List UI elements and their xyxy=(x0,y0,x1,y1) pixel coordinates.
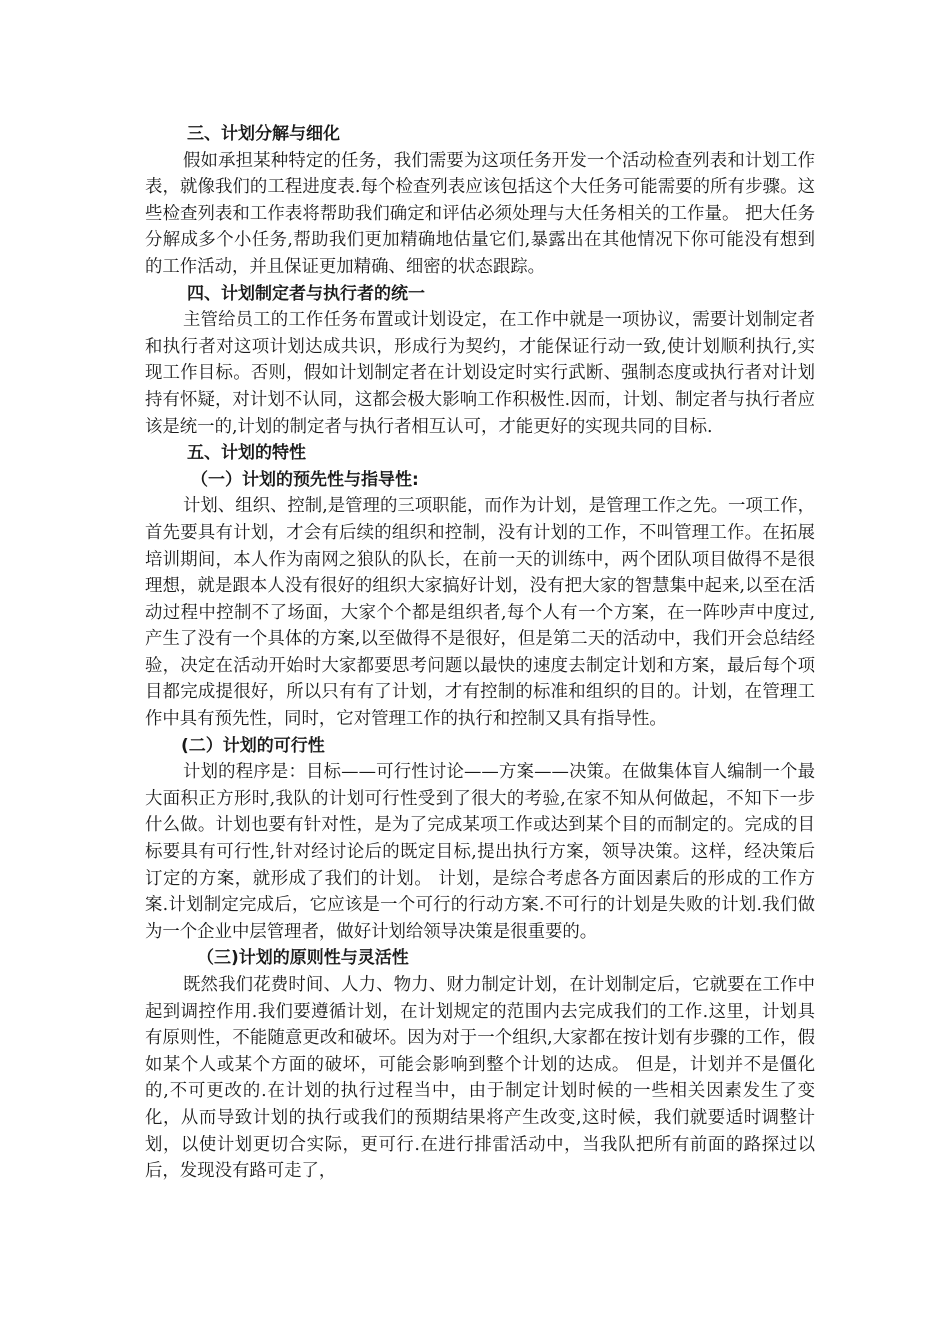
document-page xyxy=(145,121,815,1185)
section-heading-3: 三、计划分解与细化 xyxy=(187,124,340,144)
subsection-paragraph-1: 计划、组织、控制,是管理的三项职能，而作为计划，是管理工作之先。一项工作，首先要具有计划，才会有后续的组织和控制，没有计划的工作，不叫管理工作。在拓展培训期间，本人作为南网之狼队的队长，在前一天的训练中，两个团队项目做得不是很理想，就是跟本人没有很好的组织大家搞好计划，没有把大家的智慧集中起来,以至在活动过程中控制不了场面，大家个个都是组织者,每个人有一个方案，在一阵吵声中度过,产生了没有一个具体的方案,以至做得不是很好，但是第二天的活动中，我们开会总结经验，决定在活动开始时大家都要思考问题以最快的速度去制定计划和方案，最后每个项目都完成提很好，所以只有有了计划，才有控制的标准和组织的目的。计划，在管理工作中具有预先性，同时，它对管理工作的执行和控制又具有指导性。 xyxy=(145,496,815,730)
subsection-heading-3: （三)计划的原则性与灵活性 xyxy=(197,948,409,969)
subsection-paragraph-2: 计划的程序是：目标——可行性讨论——方案——决策。在做集体盲人编制一个最大面积正方形时,我队的计划可行性受到了很大的考验,在家不知从何做起，不知下一步什么做。计划也要有针对性，是为了完成某项工作或达到某个目的而制定的。完成的目标要具有可行性,针对经讨论后的既定目标,提出执行方案，领导决策。这样，经决策后订定的方案，就形成了我们的计划。 计划，是综合考虑各方面因素后的形成的工作方案.计划制定完成后，它应该是一个可行的行动方案.不可行的计划是失败的计划.我们做为一个企业中层管理者，做好计划给领导决策是很重要的。 xyxy=(145,762,815,942)
subsection-heading-1: （一）计划的预先性与指导性: xyxy=(191,469,419,490)
section-heading-5: 五、计划的特性 xyxy=(187,443,306,464)
section-paragraph-3: 假如承担某种特定的任务，我们需要为这项任务开发一个活动检查列表和计划工作表，就像我们的工程进度表.每个检查列表应该包括这个大任务可能需要的所有步骤。这些检查列表和工作表将帮助我们确定和评估必须处理与大任务相关的工作量。 把大任务分解成多个小任务,帮助我们更加精确地估量它们,暴露出在其他情况下你可能没有想到的工作活动，并且保证更加精确、细密的状态跟踪。 xyxy=(145,150,815,277)
section-heading-4: 四、计划制定者与执行者的统一 xyxy=(187,283,425,304)
subsection-heading-2: (二）计划的可行性 xyxy=(181,735,325,756)
subsection-paragraph-3: 既然我们花费时间、人力、物力、财力制定计划，在计划制定后，它就要在工作中起到调控作用.我们要遵循计划，在计划规定的范围内去完成我们的工作.这里，计划具有原则性，不能随意更改和破坏。因为对于一个组织,大家都在按计划有步骤的工作，假如某个人或某个方面的破坏，可能会影响到整个计划的达成。 但是，计划并不是僵化的,不可更改的.在计划的执行过程当中，由于制定计划时候的一些相关因素发生了变化，从而导致计划的执行或我们的预期结果将产生改变,这时候，我们就要适时调整计划，以使计划更切合实际，更可行.在进行排雷活动中，当我队把所有前面的路探过以后，发现没有路可走了， xyxy=(145,975,815,1182)
section-paragraph-4: 主管给员工的工作任务布置或计划设定，在工作中就是一项协议，需要计划制定者和执行者对这项计划达成共识，形成行为契约，才能保证行动一致,使计划顺利执行,实现工作目标。否则，假如计划制定者在计划设定时实行武断、强制态度或执行者对计划持有怀疑，对计划不认同，这都会极大影响工作积极性.因而，计划、制定者与执行者应该是统一的,计划的制定者与执行者相互认可，才能更好的实现共同的目标. xyxy=(145,310,815,437)
